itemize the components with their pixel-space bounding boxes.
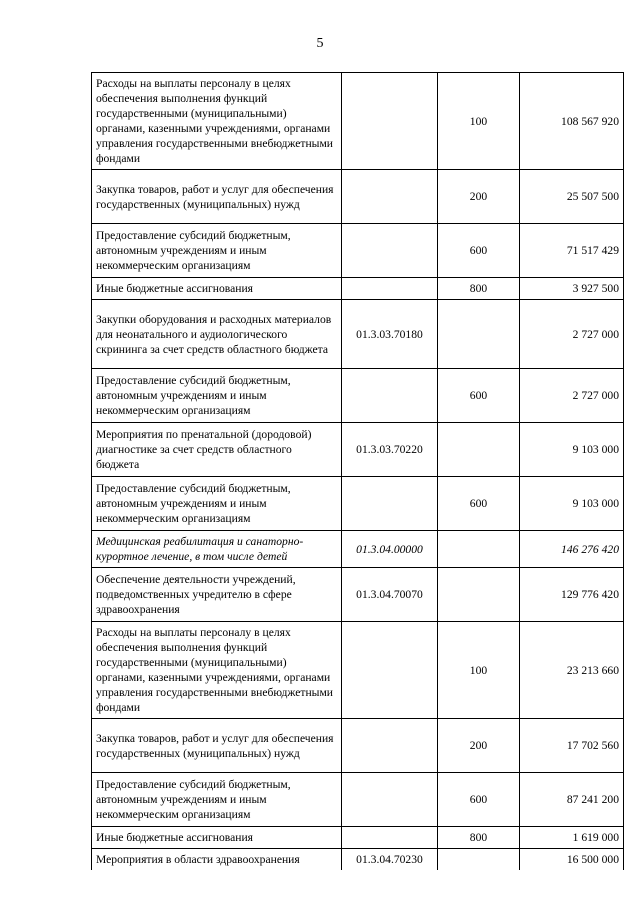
expense-type-code xyxy=(438,423,520,477)
expense-type-code: 100 xyxy=(438,622,520,719)
target-article-code xyxy=(342,224,438,278)
expense-type-code: 100 xyxy=(438,73,520,170)
budget-table xyxy=(91,72,624,870)
table-row xyxy=(92,73,624,170)
amount-cell: 129 776 420 xyxy=(520,568,624,622)
target-article-code xyxy=(342,73,438,170)
table-row xyxy=(92,224,624,278)
table-row xyxy=(92,300,624,369)
target-article-code: 01.3.03.70220 xyxy=(342,423,438,477)
row-name: Предоставление субсидий бюджетным, автономным учреждениям и иным некоммерческим организациям xyxy=(92,369,342,423)
target-article-code xyxy=(342,827,438,849)
row-name: Закупки оборудования и расходных материалов для неонатального и аудиологического скрининга за счет средств областного бюджета xyxy=(92,300,342,369)
amount-cell: 3 927 500 xyxy=(520,278,624,300)
amount-cell: 25 507 500 xyxy=(520,170,624,224)
row-name: Медицинская реабилитация и санаторно-курортное лечение, в том числе детей xyxy=(92,531,342,568)
target-article-code xyxy=(342,719,438,773)
target-article-code xyxy=(342,369,438,423)
page-number: 5 xyxy=(316,36,324,51)
table-row xyxy=(92,568,624,622)
row-name: Предоставление субсидий бюджетным, автономным учреждениям и иным некоммерческим организациям xyxy=(92,773,342,827)
amount-cell: 16 500 000 xyxy=(520,849,624,871)
target-article-code xyxy=(342,773,438,827)
row-name: Мероприятия в области здравоохранения xyxy=(92,849,342,871)
target-article-code xyxy=(342,170,438,224)
expense-type-code: 200 xyxy=(438,170,520,224)
row-name: Закупка товаров, работ и услуг для обеспечения государственных (муниципальных) нужд xyxy=(92,170,342,224)
expense-type-code xyxy=(438,531,520,568)
budget-table-body xyxy=(92,73,624,871)
row-name: Мероприятия по пренатальной (дородовой) диагностике за счет средств областного бюджета xyxy=(92,423,342,477)
amount-cell: 87 241 200 xyxy=(520,773,624,827)
target-article-code xyxy=(342,477,438,531)
expense-type-code: 600 xyxy=(438,224,520,278)
row-name: Предоставление субсидий бюджетным, автономным учреждениям и иным некоммерческим организациям xyxy=(92,477,342,531)
amount-cell: 108 567 920 xyxy=(520,73,624,170)
amount-cell: 2 727 000 xyxy=(520,369,624,423)
table-row xyxy=(92,170,624,224)
table-row xyxy=(92,849,624,871)
table-row xyxy=(92,477,624,531)
expense-type-code xyxy=(438,568,520,622)
expense-type-code: 600 xyxy=(438,477,520,531)
row-name: Обеспечение деятельности учреждений, подведомственных учредителю в сфере здравоохранения xyxy=(92,568,342,622)
row-name: Иные бюджетные ассигнования xyxy=(92,278,342,300)
table-row xyxy=(92,719,624,773)
amount-cell: 1 619 000 xyxy=(520,827,624,849)
expense-type-code xyxy=(438,849,520,871)
target-article-code xyxy=(342,278,438,300)
table-row xyxy=(92,773,624,827)
amount-cell: 9 103 000 xyxy=(520,477,624,531)
table-row xyxy=(92,423,624,477)
target-article-code: 01.3.04.00000 xyxy=(342,531,438,568)
expense-type-code: 600 xyxy=(438,773,520,827)
expense-type-code: 800 xyxy=(438,827,520,849)
target-article-code: 01.3.04.70230 xyxy=(342,849,438,871)
amount-cell: 17 702 560 xyxy=(520,719,624,773)
amount-cell: 146 276 420 xyxy=(520,531,624,568)
row-name: Закупка товаров, работ и услуг для обеспечения государственных (муниципальных) нужд xyxy=(92,719,342,773)
table-row xyxy=(92,622,624,719)
target-article-code: 01.3.03.70180 xyxy=(342,300,438,369)
table-row xyxy=(92,827,624,849)
row-name: Расходы на выплаты персоналу в целях обеспечения выполнения функций государственными (муниципальными) органами, казенными учреждениями, органами управления государственными внебюджетными фондами xyxy=(92,622,342,719)
target-article-code xyxy=(342,622,438,719)
amount-cell: 23 213 660 xyxy=(520,622,624,719)
expense-type-code: 200 xyxy=(438,719,520,773)
amount-cell: 71 517 429 xyxy=(520,224,624,278)
table-row xyxy=(92,531,624,568)
table-row xyxy=(92,278,624,300)
expense-type-code: 600 xyxy=(438,369,520,423)
amount-cell: 9 103 000 xyxy=(520,423,624,477)
row-name: Предоставление субсидий бюджетным, автономным учреждениям и иным некоммерческим организациям xyxy=(92,224,342,278)
table-row xyxy=(92,369,624,423)
row-name: Расходы на выплаты персоналу в целях обеспечения выполнения функций государственными (муниципальными) органами, казенными учреждениями, органами управления государственными внебюджетными фондами xyxy=(92,73,342,170)
expense-type-code: 800 xyxy=(438,278,520,300)
row-name: Иные бюджетные ассигнования xyxy=(92,827,342,849)
amount-cell: 2 727 000 xyxy=(520,300,624,369)
expense-type-code xyxy=(438,300,520,369)
target-article-code: 01.3.04.70070 xyxy=(342,568,438,622)
